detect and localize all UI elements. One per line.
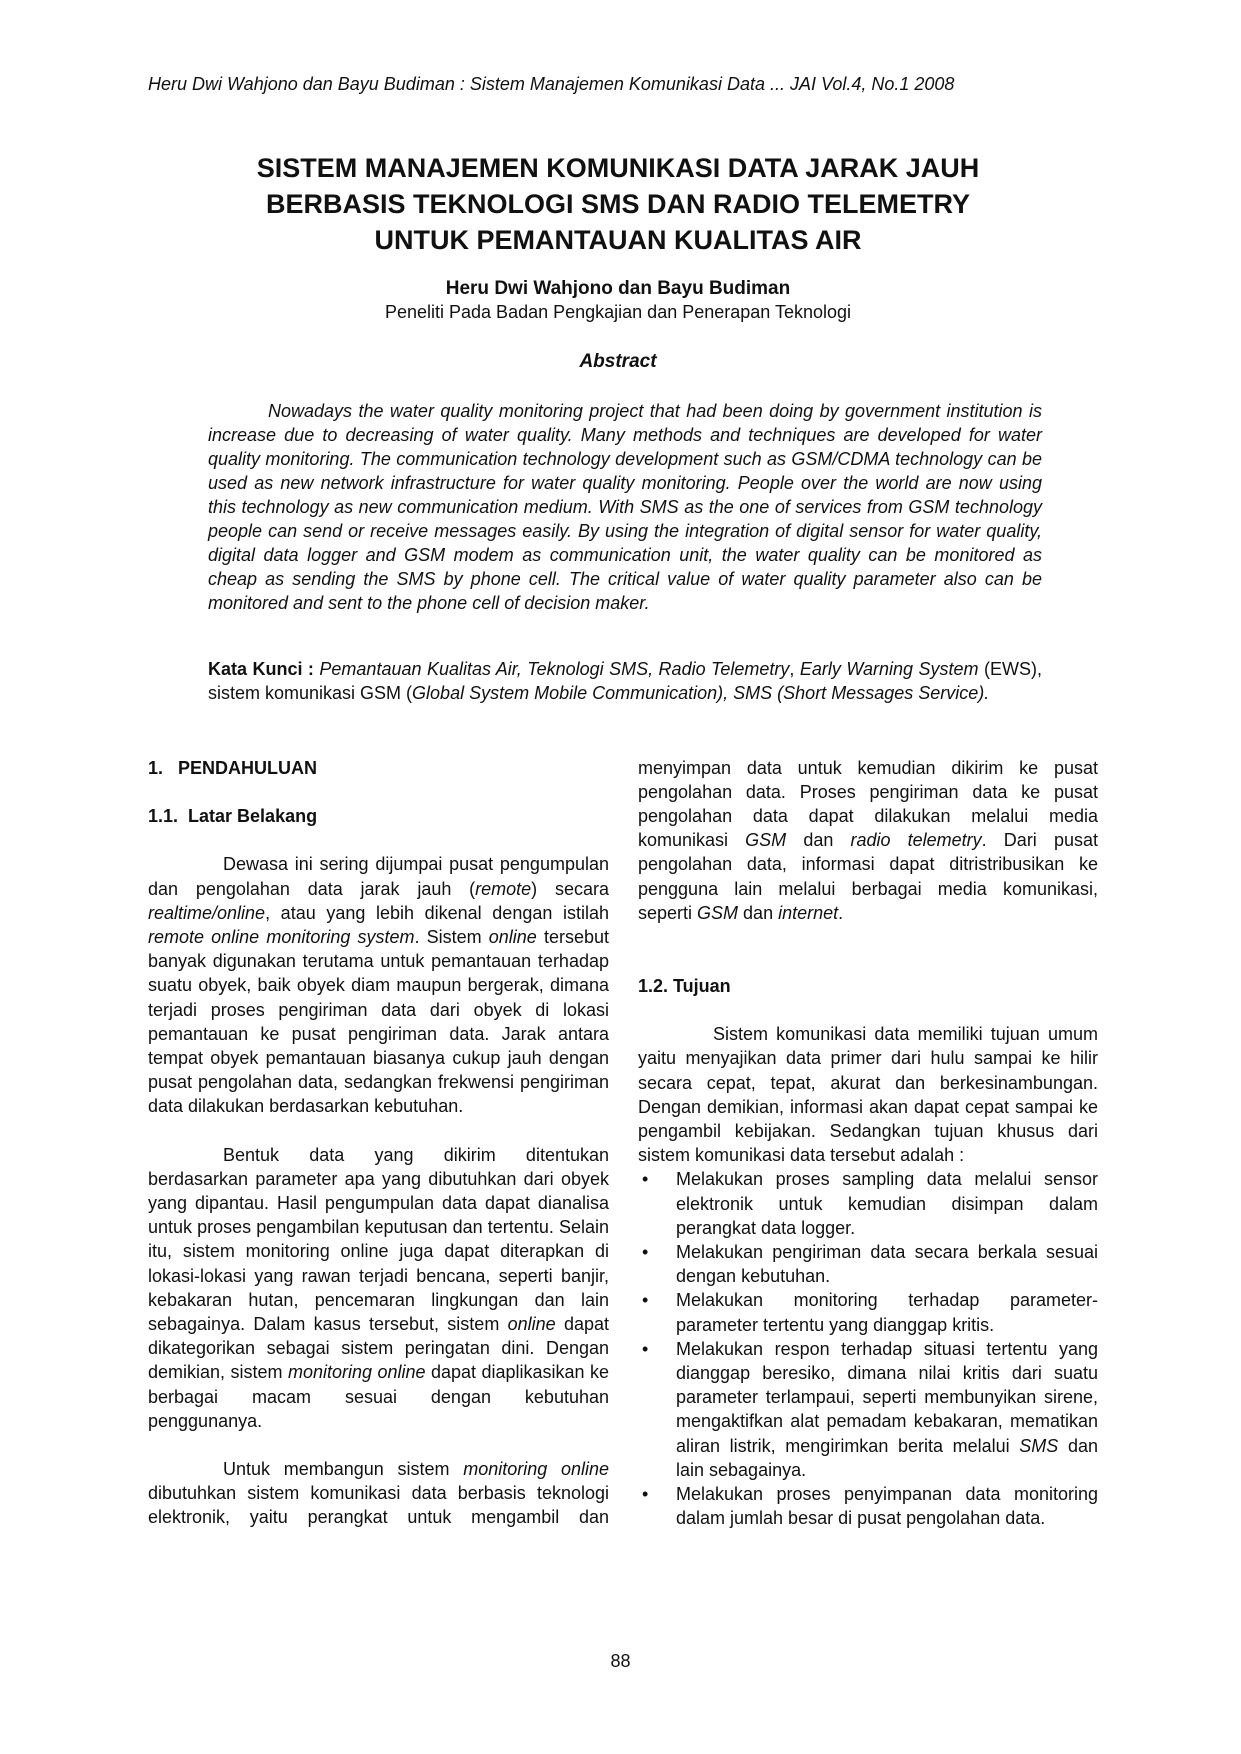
keywords-part: Pemantauan Kualitas Air, Teknologi SMS, Radio Telemetry [319,659,790,679]
left-column [148,756,609,1530]
abstract-heading: Abstract [579,351,657,372]
section-heading: 1. PENDAHULUAN [148,758,318,778]
paragraph: Sistem komunikasi data memiliki tujuan umum yaitu menyajikan data primer dari hulu sampai ke hilir secara cepat, tepat, akurat dan berkesinambungan. Dengan demikian, informasi akan dapat cepat sampai ke pengambil kebijakan. Sedangkan tujuan khusus dari sistem komunikasi data tersebut adalah : [638,1024,1098,1166]
running-head: Heru Dwi Wahjono dan Bayu Budiman : Sistem Manajemen Komunikasi Data ... JAI Vol.4, No.1 2008 [148,74,955,94]
paragraph: Dewasa ini sering dijumpai pusat pengumpulan dan pengolahan data jarak jauh (remote) secara realtime/online, atau yang lebih dikenal dengan istilah remote online monitoring system. Sistem online tersebut banyak digunakan terutama untuk pemantauan terhadap suatu obyek, baik obyek diam maupun bergerak, dimana terjadi proses pengiriman data dari obyek di lokasi pemantauan ke pusat pengiriman data. Jarak antara tempat obyek pemantauan biasanya cukup jauh dengan pusat pengolahan data, sedangkan frekwensi pengiriman data dilakukan berdasarkan kebutuhan. [148,854,609,1117]
keywords-part: Global System Mobile Communication), SMS (Short Messages Service). [412,683,990,703]
page-number: 88 [610,1651,631,1671]
list-item: • Melakukan respon terhadap situasi tertentu yang dianggap beresiko, dimana nilai kritis dari suatu parameter terlampaui, seperti membunyikan sirene, mengaktifkan alat pemadam kebakaran, mematikan aliran listrik, mengirimkan berita melalui SMS dan lain sebagainya. [638,1337,1098,1482]
list-item: • Melakukan pengiriman data secara berkala sesuai dengan kebutuhan. [638,1240,1098,1288]
keywords-part: , [789,659,800,679]
keywords-part: (EWS), sistem komunikasi GSM ( [208,659,1042,703]
list-item: • Melakukan monitoring terhadap parameter-parameter tertentu yang dianggap kritis. [638,1288,1098,1336]
paper-title [148,150,1088,258]
keywords-part: Early Warning System [799,659,979,679]
affiliation: Peneliti Pada Badan Pengkajian dan Penerapan Teknologi [384,302,852,322]
subsection-heading: 1.2. Tujuan [638,976,731,996]
subsection-heading: 1.1. Latar Belakang [148,806,318,827]
paragraph-continuation: menyimpan data untuk kemudian dikirim ke pusat pengolahan data. Proses pengiriman data ke pusat pengolahan data dapat dilakukan melalui media komunikasi GSM dan radio telemetry. Dari pusat pengolahan data, informasi dapat ditristribusikan ke pengguna lain melalui berbagai media komunikasi, seperti GSM dan internet. [638,757,1098,923]
list-item: • Melakukan proses penyimpanan data monitoring dalam jumlah besar di pusat pengolahan data. [638,1482,1098,1530]
paragraph-continued: Untuk membangun sistem monitoring online dibutuhkan sistem komunikasi data berbasis teknologi elektronik, yaitu perangkat untuk mengambil dan [148,1459,609,1528]
right-column [638,756,1098,1530]
title-line: SISTEM MANAJEMEN KOMUNIKASI DATA JARAK JAUH [256,153,980,183]
abstract-text: Nowadays the water quality monitoring project that had been doing by government institution is increase due to decreasing of water quality. Many methods and techniques are developed for water quality monitoring. The communication technology development such as GSM/CDMA technology can be used as new network infrastructure for water quality monitoring. People over the world are now using this technology as new communication medium. With SMS as the one of services from GSM technology people can send or receive messages easily. By using the integration of digital sensor for water quality, digital data logger and GSM modem as communication unit, the water quality can be monitored as cheap as sending the SMS by phone cell. The critical value of water quality parameter also can be monitored and sent to the phone cell of decision maker. [208,401,1042,613]
title-line: BERBASIS TEKNOLOGI SMS DAN RADIO TELEMETRY [265,189,971,219]
keywords [208,657,1042,705]
paragraph: Bentuk data yang dikirim ditentukan berdasarkan parameter apa yang dibutuhkan dari obyek yang dipantau. Hasil pengumpulan data dapat dianalisa untuk proses pengambilan keputusan dan tertentu. Selain itu, sistem monitoring online juga dapat diterapkan di lokasi-lokasi yang rawan terjadi bencana, seperti banjir, kebakaran hutan, pencemaran lingkungan dan lain sebagainya. Dalam kasus tersebut, sistem online dapat dikategorikan sebagai sistem peringatan dini. Dengan demikian, sistem monitoring online dapat diaplikasikan ke berbagai macam sesuai dengan kebutuhan penggunanya. [148,1144,610,1431]
keywords-label: Kata Kunci : [208,659,314,679]
list-item: • Melakukan proses sampling data melalui sensor elektronik untuk kemudian disimpan dalam perangkat data logger. [638,1167,1098,1240]
title-line: UNTUK PEMANTAUAN KUALITAS AIR [374,225,862,255]
abstract [208,399,1042,615]
objectives-list [638,1167,1098,1530]
authors: Heru Dwi Wahjono dan Bayu Budiman [445,278,791,299]
